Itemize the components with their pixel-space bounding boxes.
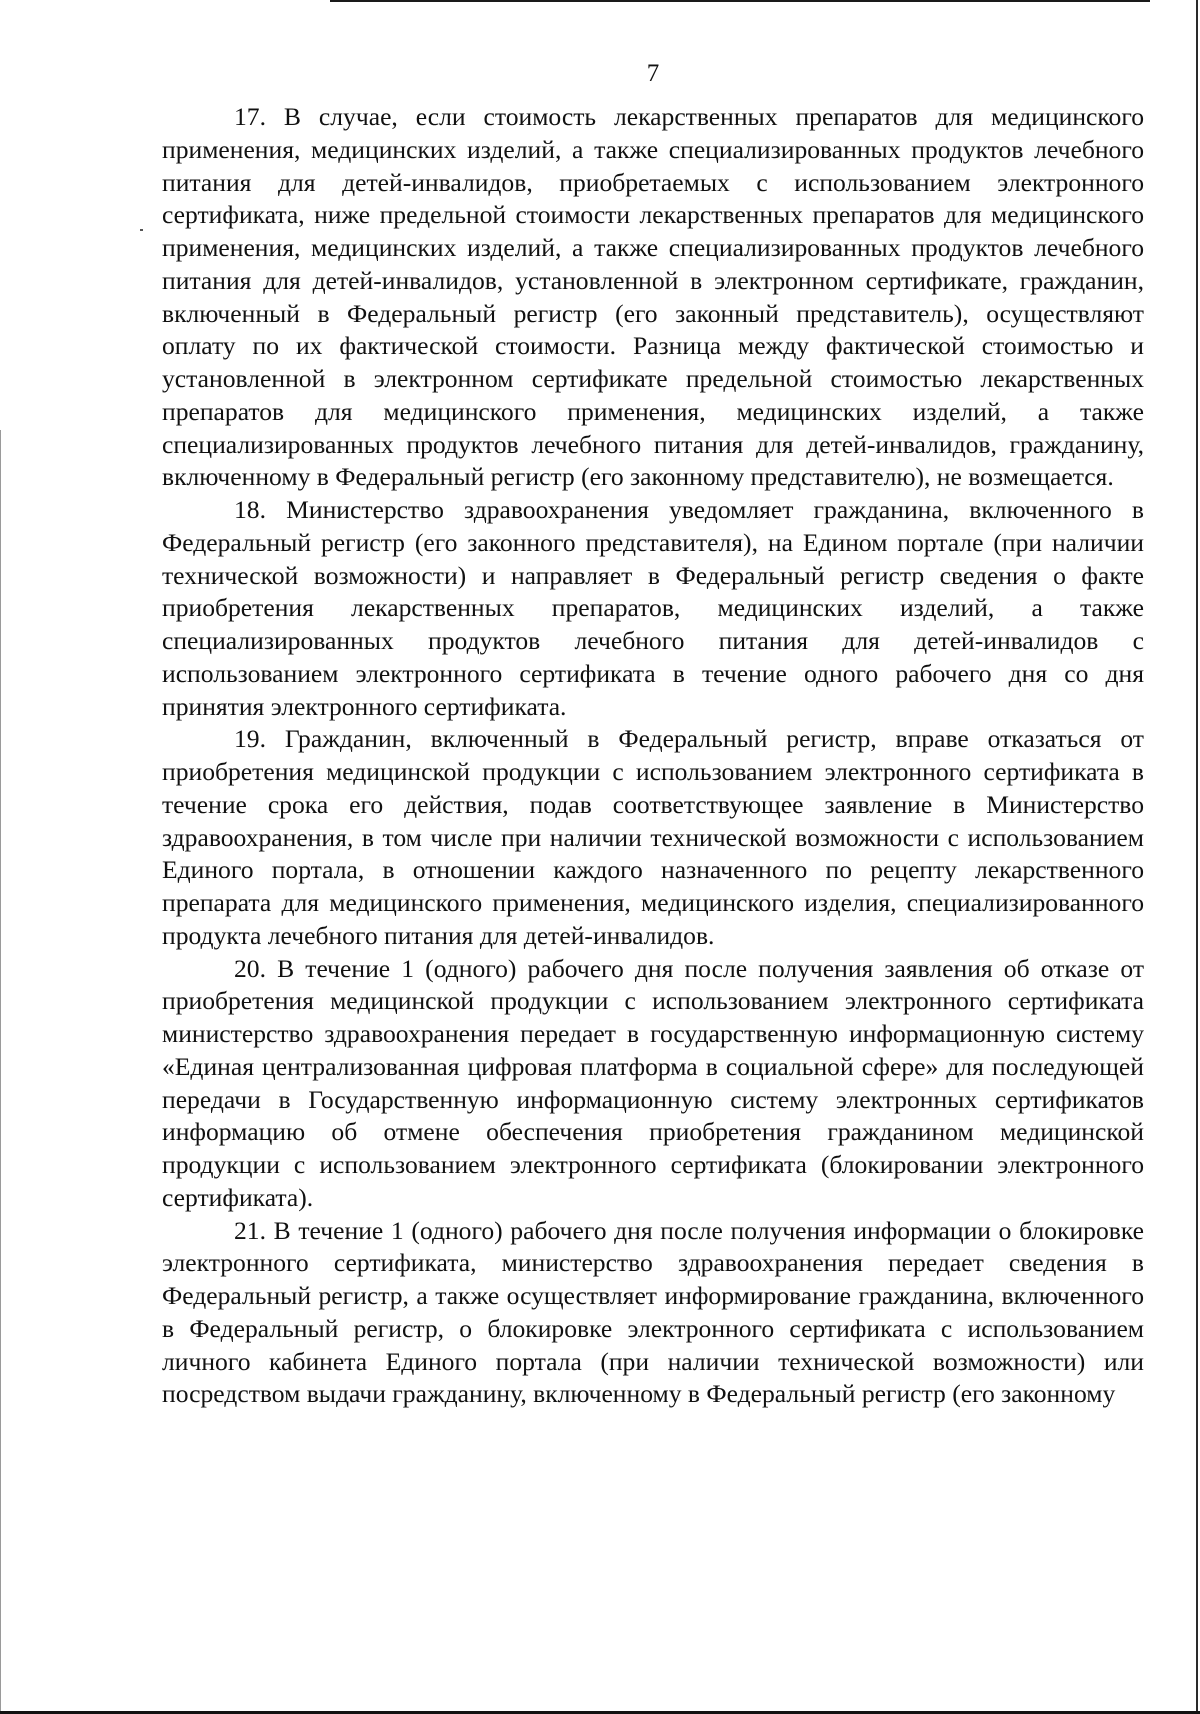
paragraph-21: 21. В течение 1 (одного) рабочего дня после получения информации о блокировке электронного сертификата, министерство здравоохранения передает сведения в Федеральный регистр, а также осуществляет информирование гражданина, включенного в Федеральный регистр, о блокировке электронного сертификата с использованием личного кабинета Единого портала (при наличии технической возможности) или посредством выдачи гражданину, включенному в Федеральный регистр (его законному	[162, 1215, 1144, 1409]
scan-speck	[140, 229, 143, 231]
paragraph-19: 19. Гражданин, включенный в Федеральный регистр, вправе отказаться от приобретения медицинской продукции с использованием электронного сертификата в течение срока его действия, подав соответствующее заявление в Министерство здравоохранения, в том числе при наличии технической возможности с использованием Единого портала, в отношении каждого назначенного по рецепту лекарственного препарата для медицинского применения, медицинского изделия, специализированного продукта лечебного питания для детей-инвалидов.	[162, 724, 1144, 950]
scan-edge-top	[330, 0, 1150, 2]
paragraph-18: 18. Министерство здравоохранения уведомляет гражданина, включенного в Федеральный регистр (его законного представителя), на Едином портале (при наличии технической возможности) и направляет в Федеральный регистр сведения о факте приобретения лекарственных препаратов, медицинских изделий, а также специализированных продуктов лечебного питания для детей-инвалидов с использованием электронного сертификата в течение одного рабочего дня со дня принятия электронного сертификата.	[162, 495, 1144, 721]
scan-edge-left	[0, 430, 1, 1714]
paragraph-17: 17. В случае, если стоимость лекарственных препаратов для медицинского применения, медицинских изделий, а также специализированных продуктов лечебного питания для детей-инвалидов, приобретаемых с использованием электронного сертификата, ниже предельной стоимости лекарственных препаратов для медицинского применения, медицинских изделий, а также специализированных продуктов лечебного питания для детей-инвалидов, установленной в электронном сертификате, гражданин, включенный в Федеральный регистр (его законный представитель), осуществляют оплату по их фактической стоимости. Разница между фактической стоимостью и установленной в электронном сертификате предельной стоимостью лекарственных препаратов для медицинского применения, медицинских изделий, а также специализированных продуктов лечебного питания для детей-инвалидов, гражданину, включенному в Федеральный регистр (его законному представителю), не возмещается.	[162, 102, 1144, 492]
page-number: 7	[646, 60, 660, 87]
scan-edge-right	[1196, 0, 1198, 1714]
document-body	[162, 101, 1144, 1411]
paragraph-20: 20. В течение 1 (одного) рабочего дня после получения заявления об отказе от приобретения медицинской продукции с использованием электронного сертификата министерство здравоохранения передает в государственную информационную систему «Единая централизованная цифровая платформа в социальной сфере» для последующей передачи в Государственную информационную систему электронных сертификатов информацию об отмене обеспечения приобретения гражданином медицинской продукции с использованием электронного сертификата (блокировании электронного сертификата).	[162, 953, 1144, 1212]
